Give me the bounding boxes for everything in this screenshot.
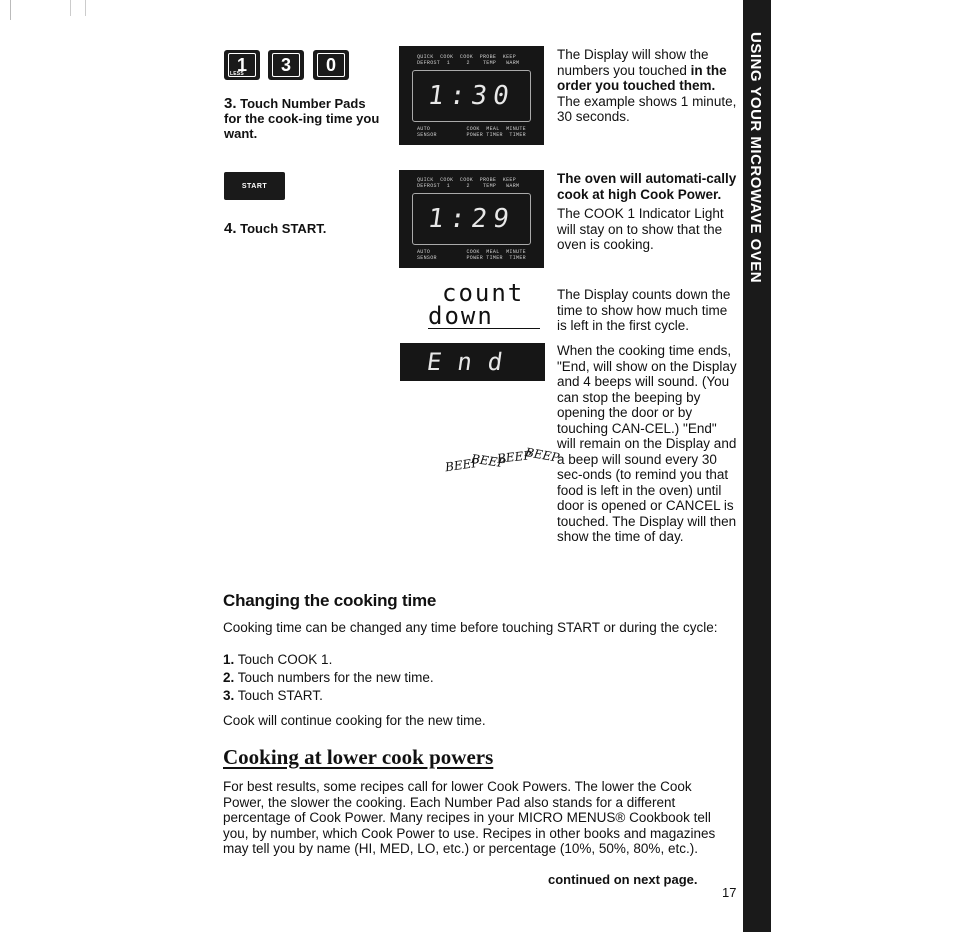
count-down-graphic: [428, 279, 544, 336]
description-1-c: The example shows 1 minute, 30 seconds.: [557, 93, 737, 124]
pad-1-sublabel: LESS: [230, 71, 244, 77]
beep-text: [444, 444, 561, 484]
changing-intro: Cooking time can be changed any time before touching START or during the cycle:: [223, 620, 718, 635]
end-readout: End: [424, 348, 521, 376]
panel-2-screen: [412, 193, 531, 245]
lower-powers-text: For best results, some recipes call for lower Cook Powers. The lower the Cook Power, the slower the cooking. Each Number Pad also stands for a different percentage of Cook Power. Many recipes in your MICRO MENUS® Cookbook tell you, by number, which Cook Power to use. Recipes in other books and magazines may tell you by name (HI, MED, LO, etc.) or percentage (10%, 50%, 80%, etc.).: [223, 779, 716, 856]
scan-mark: [70, 0, 71, 16]
panel-2-readout: 1:29: [426, 204, 517, 234]
number-pad-1[interactable]: [224, 50, 260, 80]
panel-1-bottom-labels: AUTO COOK MEAL MINUTE SENSOR POWER TIMER TIMER: [417, 126, 526, 138]
panel-1-top-labels: QUICK COOK COOK PROBE KEEP DEFROST 1 2 TEMP WARM: [417, 54, 520, 66]
description-1-a: The Display will show the numbers you touched: [557, 47, 709, 78]
step-3-text: Touch Number Pads for the cook-ing time you want.: [224, 96, 380, 141]
number-pad-3[interactable]: [268, 50, 304, 80]
step-4-text: Touch START.: [240, 221, 327, 236]
changing-step-3: [223, 688, 323, 704]
scan-mark: [10, 0, 11, 20]
lower-powers-heading: Cooking at lower cook powers: [223, 745, 494, 769]
display-panel-1: [399, 46, 544, 145]
scan-mark: [85, 0, 86, 16]
panel-1-screen: [412, 70, 531, 122]
description-1: [557, 47, 737, 125]
changing-step-2-number: 2.: [223, 670, 235, 685]
count-down-line-2: down: [428, 304, 540, 329]
step-3-number: 3.: [224, 95, 237, 112]
description-4: When the cooking time ends, "End, will show on the Display and 4 beeps will sound. (You can stop the beeping by opening the door or by touching CAN-CEL.) "End" will remain on the Display and a beep will sound every 30 sec-onds (to remind you that food is left in the oven) until door is opened or CANCEL is touched. The Display will then show the time of day.: [557, 343, 737, 544]
changing-step-1-number: 1.: [223, 652, 235, 667]
pad-0-label: 0: [325, 54, 336, 75]
changing-step-2-text: Touch numbers for the new time.: [237, 670, 434, 685]
panel-1-readout: 1:30: [426, 81, 517, 111]
continued-note: continued on next page.: [548, 872, 698, 887]
description-2-bold: The oven will automati-cally cook at high Cook Power.: [557, 171, 737, 202]
step-4-number: 4.: [224, 220, 237, 237]
side-tab-label: USING YOUR MICROWAVE OVEN: [747, 32, 764, 284]
changing-step-1-text: Touch COOK 1.: [237, 652, 333, 667]
page-number: 17: [722, 885, 737, 900]
display-panel-2: [399, 170, 544, 268]
beep-2: BEEP: [470, 451, 507, 471]
count-down-line-1: count: [442, 279, 525, 307]
start-pad[interactable]: [224, 172, 285, 200]
description-1-bold: in the order you touched them.: [557, 62, 727, 93]
end-display: [400, 343, 545, 381]
description-2-text: The COOK 1 Indicator Light will stay on to show that the oven is cooking.: [557, 206, 724, 252]
step-4: [224, 221, 384, 236]
beep-4: BEEP: [524, 445, 561, 465]
step-3: [224, 96, 384, 141]
changing-heading: Changing the cooking time: [223, 591, 437, 610]
description-2: [557, 171, 739, 253]
changing-step-1: [223, 652, 332, 668]
pad-3-label: 3: [280, 54, 291, 75]
changing-step-3-text: Touch START.: [237, 688, 323, 703]
beep-1: BEEP: [444, 455, 481, 475]
side-tab: [743, 0, 771, 932]
description-3: The Display counts down the time to show how much time is left in the first cycle.: [557, 287, 731, 333]
changing-step-2: [223, 670, 434, 686]
panel-2-bottom-labels: AUTO COOK MEAL MINUTE SENSOR POWER TIMER TIMER: [417, 249, 526, 261]
changing-step-3-number: 3.: [223, 688, 235, 703]
beep-3: BEEP: [496, 448, 533, 466]
panel-2-top-labels: QUICK COOK COOK PROBE KEEP DEFROST 1 2 TEMP WARM: [417, 177, 520, 189]
changing-outro: Cook will continue cooking for the new time.: [223, 713, 486, 728]
start-pad-label: START: [241, 182, 268, 190]
pad-1-label: 1: [236, 54, 247, 75]
number-pad-0[interactable]: [313, 50, 349, 80]
